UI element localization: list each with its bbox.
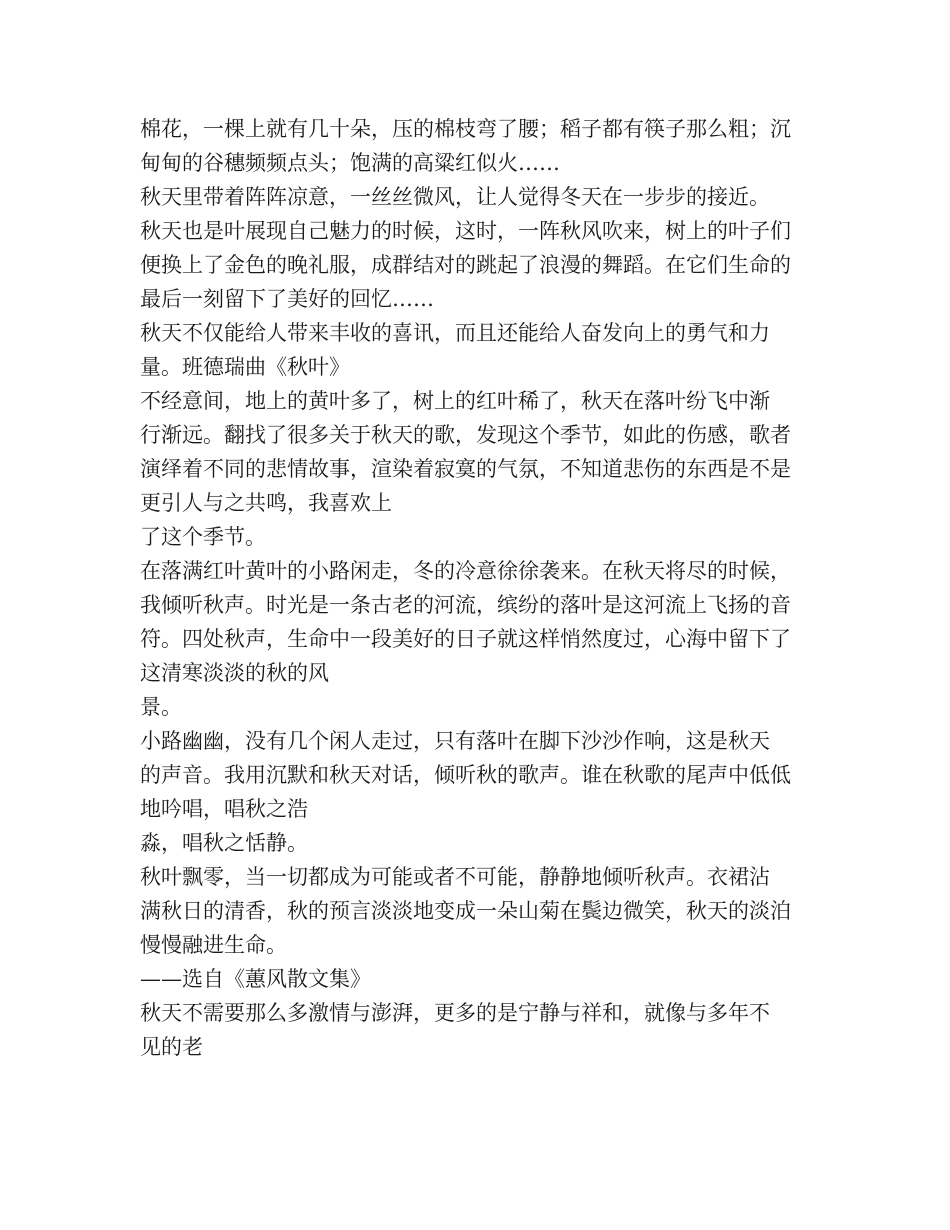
text-line: 我倾听秋声。时光是一条古老的河流，缤纷的落叶是这河流上飞扬的音: [140, 593, 791, 617]
text-line: 秋天不需要那么多激情与澎湃，更多的是宁静与祥和，就像与多年不: [140, 1001, 770, 1025]
text-line: 演绎着不同的悲情故事，渲染着寂寞的气氛，不知道悲伤的东西是不是: [140, 457, 791, 481]
text-line: 地吟唱，唱秋之浩: [140, 797, 308, 821]
text-line: 不经意间，地上的黄叶多了，树上的红叶稀了，秋天在落叶纷飞中渐: [140, 389, 770, 413]
text-line: 秋天也是叶展现自己魅力的时候，这时，一阵秋风吹来，树上的叶子们: [140, 219, 791, 243]
text-line: 淼，唱秋之恬静。: [140, 831, 308, 855]
text-line: 满秋日的清香，秋的预言淡淡地变成一朵山菊在鬓边微笑，秋天的淡泊: [140, 899, 791, 923]
text-line: 这清寒淡淡的秋的风: [140, 661, 329, 685]
text-line: 秋天里带着阵阵凉意，一丝丝微风，让人觉得冬天在一步步的接近。: [140, 185, 770, 209]
document-page: [140, 112, 830, 1064]
text-line: 的声音。我用沉默和秋天对话，倾听秋的歌声。谁在秋歌的尾声中低低: [140, 763, 791, 787]
text-line: 符。四处秋声，生命中一段美好的日子就这样悄然度过，心海中留下了: [140, 627, 791, 651]
text-line: 小路幽幽，没有几个闲人走过，只有落叶在脚下沙沙作响，这是秋天: [140, 729, 770, 753]
text-line: 最后一刻留下了美好的回忆……: [140, 287, 434, 311]
text-line: 了这个季节。: [140, 525, 266, 549]
text-line: 更引人与之共鸣，我喜欢上: [140, 491, 392, 515]
text-line: 量。班德瑞曲《秋叶》: [140, 355, 350, 379]
text-line: 甸甸的谷穗频频点头；饱满的高粱红似火……: [140, 151, 560, 175]
text-line: 在落满红叶黄叶的小路闲走，冬的冷意徐徐袭来。在秋天将尽的时候，: [140, 559, 791, 583]
text-line: 棉花，一棵上就有几十朵，压的棉枝弯了腰；稻子都有筷子那么粗；沉: [140, 117, 791, 141]
text-line: 见的老: [140, 1035, 203, 1059]
text-line: 行渐远。翻找了很多关于秋天的歌，发现这个季节，如此的伤感，歌者: [140, 423, 791, 447]
text-line: 慢慢融进生命。: [140, 933, 287, 957]
text-line: 秋叶飘零，当一切都成为可能或者不可能，静静地倾听秋声。衣裙沾: [140, 865, 770, 889]
text-line: 秋天不仅能给人带来丰收的喜讯，而且还能给人奋发向上的勇气和力: [140, 321, 770, 345]
text-line: 景。: [140, 695, 182, 719]
text-line: 便换上了金色的晚礼服，成群结对的跳起了浪漫的舞蹈。在它们生命的: [140, 253, 791, 277]
text-line: ——选自《蕙风散文集》: [140, 967, 371, 991]
